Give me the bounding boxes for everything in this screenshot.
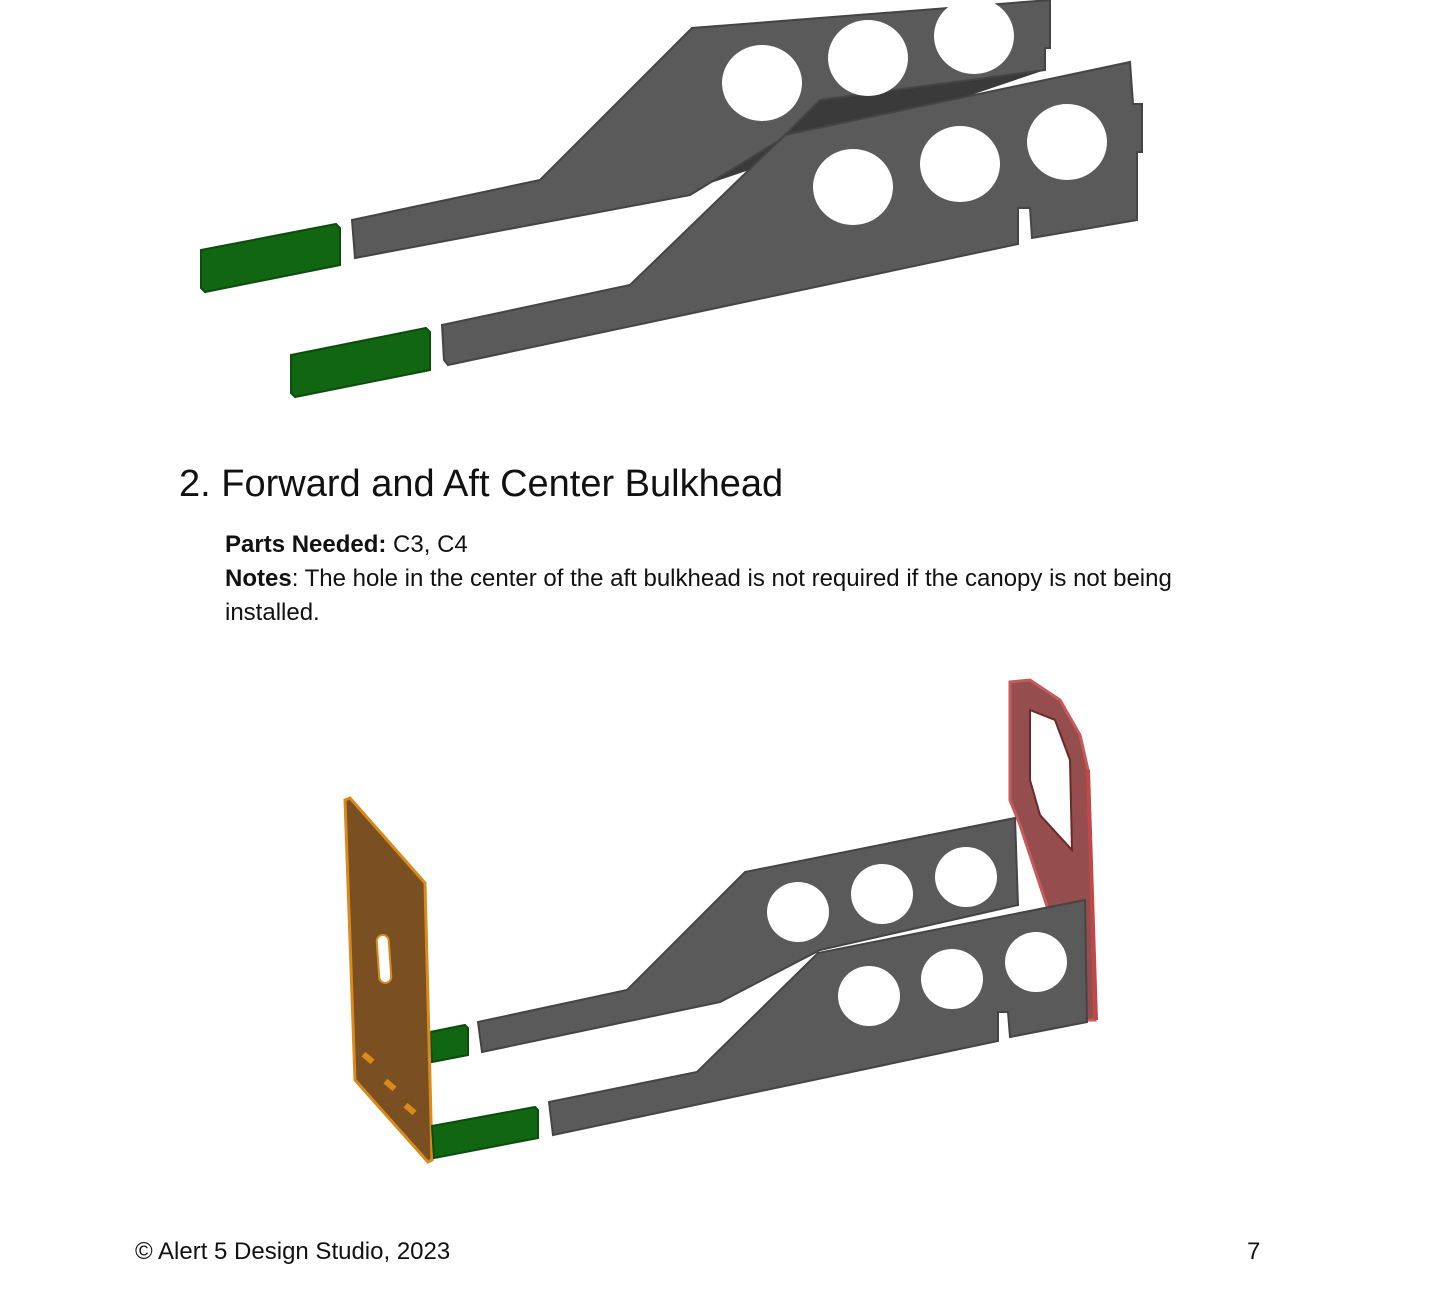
back-green-spacer <box>430 1025 468 1062</box>
notes-text: : The hole in the center of the aft bulkhead is not required if the canopy is not being installed. <box>225 565 1172 626</box>
notes-line <box>225 562 1265 630</box>
back-rail-hole <box>767 882 829 942</box>
front-rail-hole <box>1005 932 1067 992</box>
back-rail-hole <box>935 847 997 907</box>
section-number: 2. <box>179 463 211 505</box>
forward-bulkhead-slot <box>376 935 391 984</box>
parts-needed-line <box>225 528 1265 562</box>
front-rail-hole <box>838 966 900 1026</box>
parts-needed-label: Parts Needed: <box>225 531 387 558</box>
back-rail-hole <box>934 0 1014 74</box>
bulkhead-assembly-illustration <box>0 670 1445 1170</box>
back-rail-hole <box>722 45 802 121</box>
front-green-spacer <box>432 1107 538 1158</box>
section-title: Forward and Aft Center Bulkhead <box>221 463 784 505</box>
front-green-spacer <box>291 328 430 397</box>
front-rail-hole <box>921 949 983 1009</box>
page-number: 7 <box>1247 1238 1261 1265</box>
front-rail-hole <box>1027 104 1107 180</box>
parts-needed-value: C3, C4 <box>386 531 468 558</box>
notes-label: Notes <box>225 565 292 592</box>
front-rail-hole <box>920 126 1000 202</box>
front-rail-hole <box>813 149 893 225</box>
back-rail-hole <box>828 20 908 96</box>
copyright-footer: © Alert 5 Design Studio, 2023 <box>135 1238 451 1265</box>
back-rail-hole <box>851 864 913 924</box>
section-info <box>225 528 1265 630</box>
section-heading <box>179 462 783 506</box>
back-green-spacer <box>201 224 340 292</box>
side-rails-illustration <box>0 0 1445 410</box>
